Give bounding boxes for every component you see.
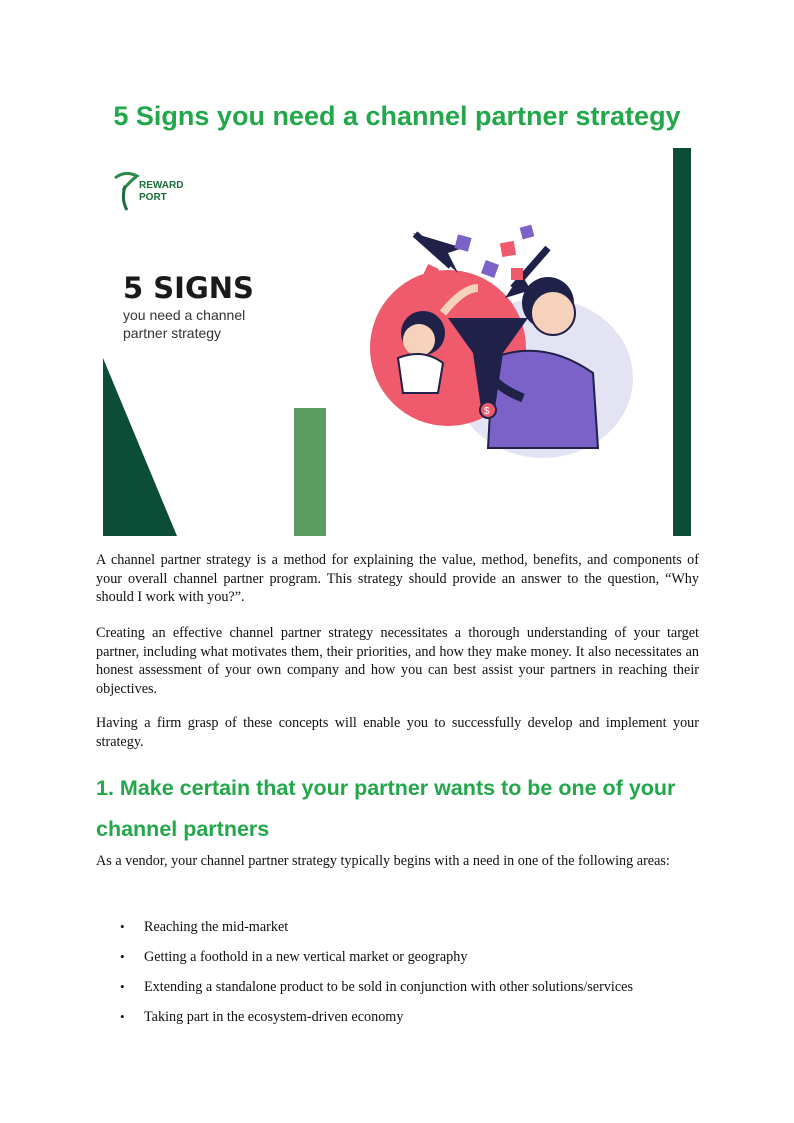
list-item xyxy=(96,976,706,1006)
bullet-icon: • xyxy=(120,919,125,934)
bullet-icon: • xyxy=(120,979,125,994)
bullet-list xyxy=(96,916,706,1036)
dark-green-triangle xyxy=(103,358,177,536)
logo-text-top: REWARD xyxy=(139,180,184,191)
reward-port-logo xyxy=(115,173,183,210)
dark-green-stripe xyxy=(673,148,691,536)
page-title: 5 Signs you need a channel partner strategy xyxy=(113,101,681,131)
paragraph-1: A channel partner strategy is a method for explaining the value, method, benefits, and components of your overall channel partner program. This strategy should provide an answer to the question, “Why should I work with you?”. xyxy=(96,552,699,605)
green-bar xyxy=(294,408,326,536)
section-1-intro: As a vendor, your channel partner strategy typically begins with a need in one of the following areas: xyxy=(96,853,670,869)
section-1-heading: 1. Make certain that your partner wants to be one of your channel partners xyxy=(96,776,676,841)
hero-subline-1: you need a channel xyxy=(123,307,246,323)
bullet-icon: • xyxy=(120,1009,125,1024)
logo-text-bottom: PORT xyxy=(139,192,167,203)
paragraph-3: Having a firm grasp of these concepts will enable you to successfully develop and implement your strategy. xyxy=(96,715,699,750)
hero-headline: 5 SIGNS xyxy=(123,271,254,305)
hero-illustration xyxy=(103,148,691,536)
coin-symbol: $ xyxy=(484,406,490,417)
bullet-text: Extending a standalone product to be sold in conjunction with other solutions/services xyxy=(144,979,633,995)
hero-image xyxy=(103,148,691,536)
bullet-text: Taking part in the ecosystem-driven economy xyxy=(144,1009,404,1025)
bullet-text: Reaching the mid-market xyxy=(144,919,289,935)
list-item xyxy=(96,946,706,976)
bullet-text: Getting a foothold in a new vertical market or geography xyxy=(144,949,468,965)
bullet-icon: • xyxy=(120,949,125,964)
list-item xyxy=(96,916,706,946)
paragraph-2: Creating an effective channel partner strategy necessitates a thorough understanding of your target partner, including what motivates them, their priorities, and how they make money. It also necessitates an honest assessment of your own company and how you can best assist your partners in reaching their objectives. xyxy=(96,625,699,697)
list-item xyxy=(96,1006,706,1036)
funnel-illustration xyxy=(370,225,633,458)
hero-subline-2: partner strategy xyxy=(123,325,222,341)
